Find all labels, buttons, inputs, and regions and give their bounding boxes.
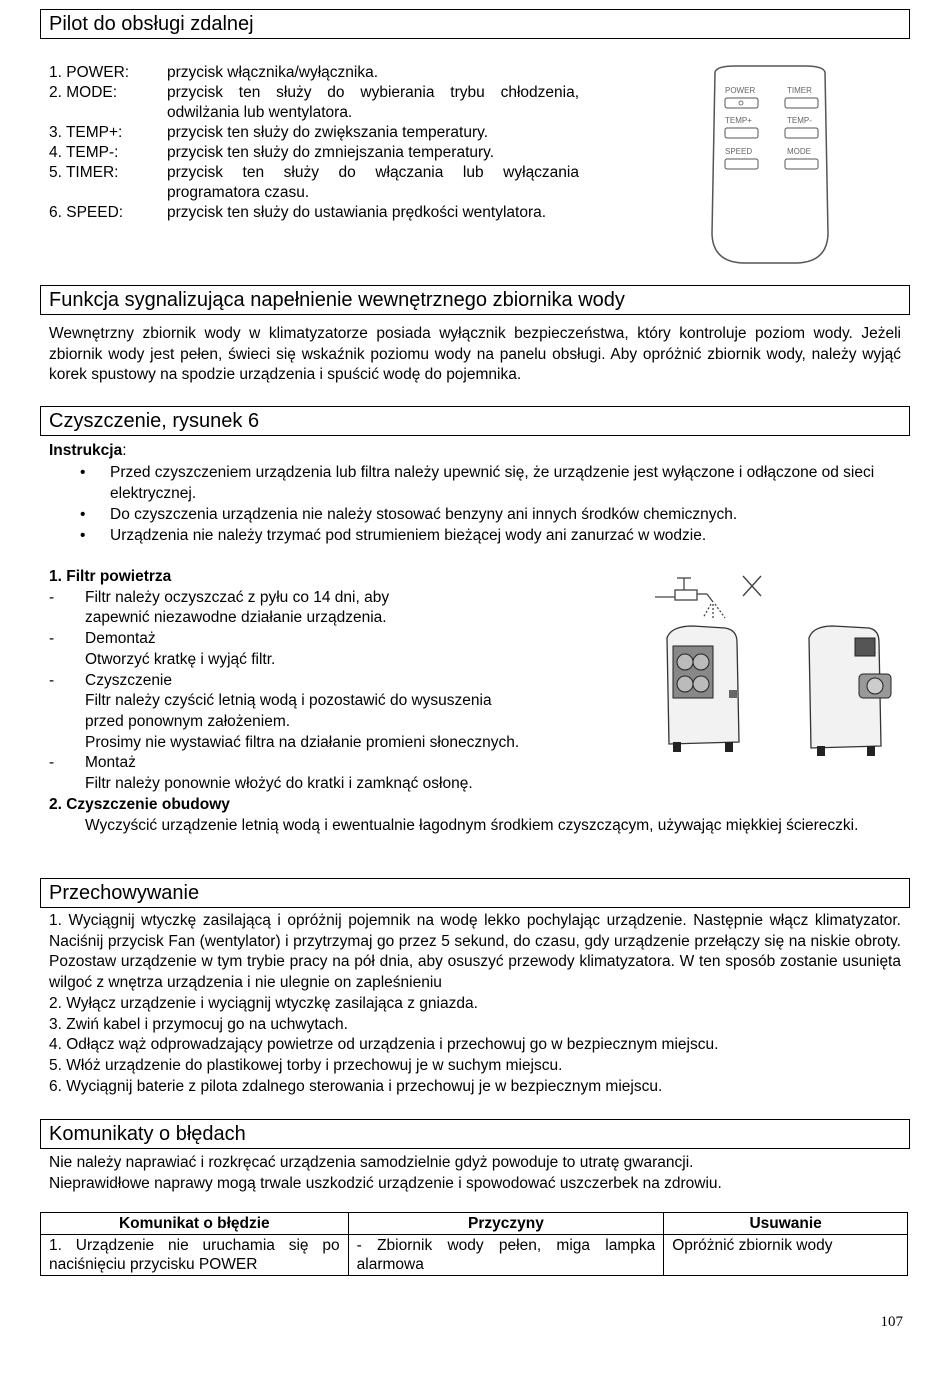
list-key: 6. SPEED: [49,204,124,221]
table-cell: - Zbiornik wody pełen, miga lampka alarmowa [348,1235,664,1276]
errors-intro [49,1153,901,1194]
page-number: 107 [880,1314,903,1330]
section-title-remote: Pilot do obsługi zdalnej [40,9,910,39]
list-item [49,63,579,83]
air-conditioner-front-icon [667,626,739,752]
filter-line: Otworzyć kratkę i wyjąć filtr. [85,650,276,668]
housing-paragraph: Wyczyścić urządzenie letnią wodą i ewentualnie łagodnym środkiem czyszczącym, używając miękkiej ściereczki. [85,817,859,834]
instruction-label-text: Instrukcja [49,442,123,459]
list-item [49,629,609,670]
list-item: 5. Włóż urządzenie do plastikowej torby i przechowuj je w suchym miejscu. [49,1056,563,1074]
list-item: • Urządzenia nie należy trzymać pod strumieniem bieżącej wody ani zanurzać w wodzie. [74,525,904,546]
errors-line: Nie należy naprawiać i rozkręcać urządzenia samodzielnie gdyż powoduje to utratę gwarancji. [49,1154,694,1171]
list-item: • Przed czyszczeniem urządzenia lub filtra należy upewnić się, że urządzenie jest wyłączone i odłączone od sieci elektrycznej. [74,462,904,504]
list-item [49,123,579,143]
list-item [49,588,609,629]
list-desc: przycisk ten służy do zmniejszania temperatury. [167,144,495,161]
filter-line: przed ponownym założeniem. [85,712,291,730]
list-desc: przycisk ten służy do włączania lub wyłączania programatora czasu. [167,164,579,201]
list-item: • Do czyszczenia urządzenia nie należy stosować benzyny ani innych środków chemicznych. [74,504,904,525]
cleaning-title-text: Czyszczenie, rysunek 6 [49,410,260,432]
section-title-errors: Komunikaty o błędach [40,1119,910,1149]
remote-button-list [49,63,579,223]
section-title-cleaning [40,406,910,436]
errors-line: Nieprawidłowe naprawy mogą trwale uszkodzić urządzenie i spowodować uszczerbek na zdrowiu. [49,1174,722,1192]
remote-label-temp-minus: TEMP- [787,116,812,125]
table-header-row [41,1213,908,1235]
list-desc: przycisk ten służy do zwiększania temperatury. [167,124,489,141]
filter-line: Filtr należy ponownie włożyć do kratki i zamknąć osłonę. [85,775,473,793]
list-item: 4. Odłącz wąż odprowadzający powietrze od urządzenia i przechowuj go w bezpiecznym miejscu. [49,1036,719,1054]
list-key: 3. TEMP+: [49,124,123,141]
error-table [40,1212,908,1276]
water-tank-paragraph: Wewnętrzny zbiornik wody w klimatyzatorze posiada wyłącznik bezpieczeństwa, który kontroluje poziom wody. Jeżeli zbiornik wody jest pełen, świeci się wskaźnik poziomu wody na panelu obsługi. Aby opróżnić zbiornik wody, należy wyjąć korek spustowy na spodzie urządzenia i spuścić wodę do pojemnika. [49,325,901,384]
table-cell: 1. Urządzenie nie uruchamia się po naciśnięciu przycisku POWER [41,1235,349,1276]
filter-line: Montaż [85,754,136,772]
table-cell: Opróżnić zbiornik wody [664,1235,908,1276]
list-key: 4. TEMP-: [49,144,119,161]
cleaning-illustration [633,566,901,764]
table-row [41,1235,908,1276]
filter-line: Demontaż [85,630,156,648]
list-item [49,163,579,203]
faucet-icon [655,578,725,620]
filter-line: zapewnić niezawodne działanie urządzenia. [85,609,387,627]
list-key: 5. TIMER: [49,164,119,181]
filter-line: Czyszczenie [85,671,172,689]
remote-label-speed: SPEED [725,147,753,156]
filter-heading: 1. Filtr powietrza [49,568,172,585]
list-item [49,203,579,223]
section-title-storage: Przechowywanie [40,878,910,908]
column-header: Komunikat o błędzie [41,1213,349,1235]
list-item [49,753,609,794]
remote-label-timer: TIMER [787,86,812,95]
filter-block [49,567,609,815]
list-item: 6. Wyciągnij baterie z pilota zdalnego sterowania i przechowuj je w bezpiecznym miejscu. [49,1077,663,1095]
remote-control-illustration [705,64,835,266]
list-item [49,143,579,163]
dash: - [49,630,55,648]
cleaning-bullet-list [74,462,904,546]
list-key: 1. POWER: [49,64,130,81]
dash: - [49,671,55,689]
list-item: 2. Wyłącz urządzenie i wyciągnij wtyczkę zasilająca z gniazda. [49,994,478,1012]
housing-heading: 2. Czyszczenie obudowy [49,795,230,813]
column-header: Przyczyny [348,1213,664,1235]
section-title-water-tank: Funkcja sygnalizująca napełnienie wewnętrznego zbiornika wody [40,285,910,315]
list-desc: przycisk ten służy do wybierania trybu chłodzenia, odwilżania lub wentylatora. [167,84,579,121]
storage-list [49,911,901,1097]
list-item [49,671,609,754]
instruction-colon: : [122,442,127,459]
filter-line: Prosimy nie wystawiać filtra na działanie promieni słonecznych. [85,733,520,751]
list-desc: przycisk włącznika/wyłącznika. [167,64,379,81]
instruction-label [49,441,127,462]
list-desc: przycisk ten służy do ustawiania prędkości wentylatora. [167,204,547,221]
filter-line: Filtr należy czyścić letnią wodą i pozostawić do wysuszenia [85,692,492,710]
dash: - [49,588,55,606]
remote-label-temp-plus: TEMP+ [725,116,752,125]
remote-label-power: POWER [725,86,756,95]
dash: - [49,754,55,772]
filter-line: Filtr należy oczyszczać z pyłu co 14 dni, aby [85,588,390,606]
cross-icon [743,576,761,596]
remote-label-mode: MODE [787,147,811,156]
air-conditioner-back-icon [809,626,891,756]
list-item: 3. Zwiń kabel i przymocuj go na uchwytach. [49,1015,348,1033]
list-key: 2. MODE: [49,84,118,101]
list-item: 1. Wyciągnij wtyczkę zasilającą i opróżnij pojemnik na wodę lekko pochylając urządzenie. Następnie włącz klimatyzator. Naciśnij przycisk Fan (wentylator) i przytrzymaj go przez 5 sekund, do czasu, gdy urządzenie przełączy się na niskie obroty. Pozostaw urządzenie w tym trybie pracy na pół dnia, aby osuszyć przewody klimatyzatora. W ten sposób zostanie usunięta wilgoć z wnętrza urządzenia i nie ulegnie on zapleśnieniu [49,912,901,992]
column-header: Usuwanie [664,1213,908,1235]
list-item [49,83,579,123]
